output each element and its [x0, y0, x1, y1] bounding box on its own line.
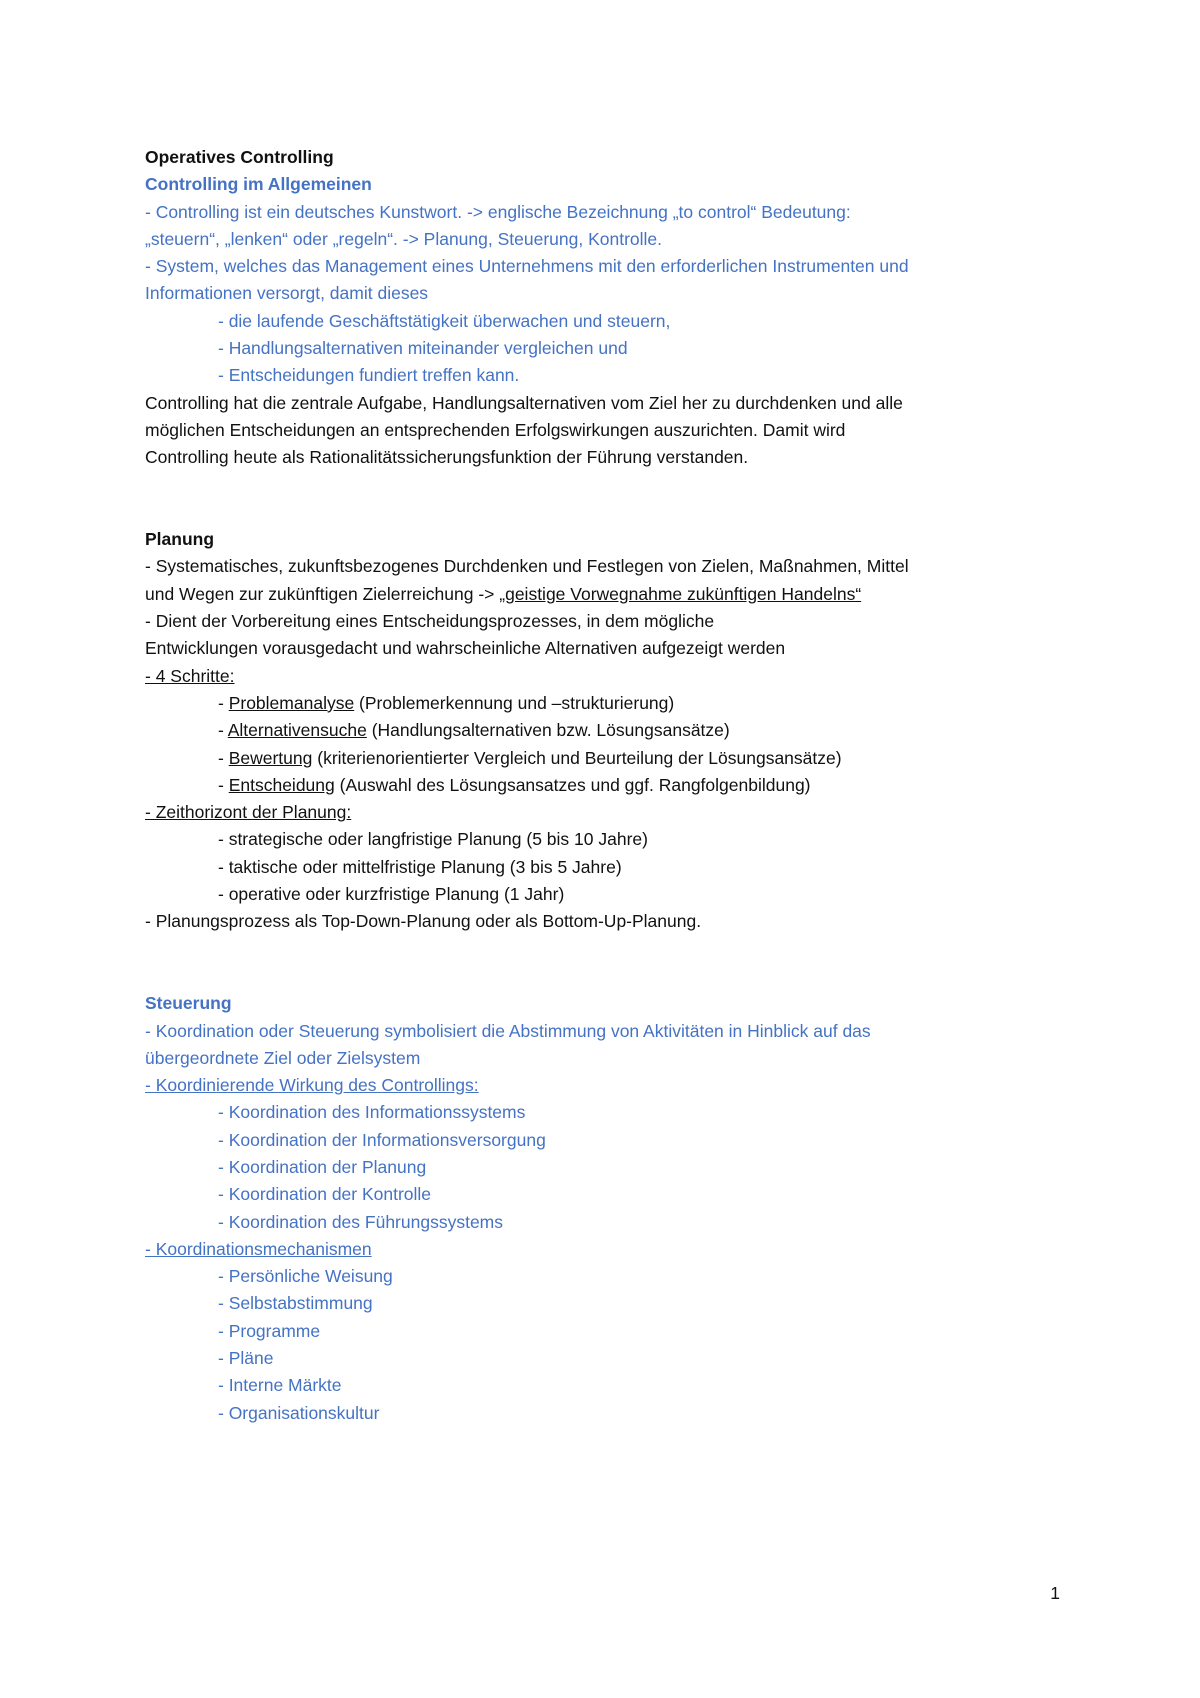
list-item: - operative oder kurzfristige Planung (1 Jahr) — [218, 884, 565, 905]
step-name: Alternativensuche — [227, 720, 367, 741]
step-desc: (kriterienorientierter Vergleich und Beurteilung der Lösungsansätze) — [312, 747, 842, 768]
list-item: - Programme — [218, 1320, 321, 1341]
step-name: Entscheidung — [228, 774, 335, 795]
list-item: - Koordination des Führungssystems — [218, 1211, 503, 1232]
list-item: - Entscheidung (Auswahl des Lösungsansatzes und ggf. Rangfolgenbildung) — [218, 774, 811, 795]
text-line: übergeordnete Ziel oder Zielsystem — [145, 1047, 421, 1068]
list-title: - 4 Schritte: — [145, 665, 235, 686]
text-line: - Planungsprozess als Top-Down-Planung oder als Bottom-Up-Planung. — [145, 911, 702, 932]
list-item: - Koordination der Kontrolle — [218, 1184, 432, 1205]
list-item: - Bewertung (kriterienorientierter Vergleich und Beurteilung der Lösungsansätze) — [218, 747, 842, 768]
list-item: - Koordination der Informationsversorgung — [218, 1129, 546, 1150]
text-line: - Systematisches, zukunftsbezogenes Durchdenken und Festlegen von Zielen, Maßnahmen, Mittel — [145, 556, 909, 577]
list-item: - Entscheidungen fundiert treffen kann. — [218, 365, 520, 386]
step-name: Bewertung — [228, 747, 313, 768]
list-item: - Koordination der Planung — [218, 1156, 427, 1177]
step-desc: (Handlungsalternativen bzw. Lösungsansätze) — [366, 720, 730, 741]
list-title: - Zeithorizont der Planung: — [145, 802, 352, 823]
list-item: - Persönliche Weisung — [218, 1266, 393, 1287]
text-line: Entwicklungen vorausgedacht und wahrscheinliche Alternativen aufgezeigt werden — [145, 638, 786, 659]
text-line: - Controlling ist ein deutsches Kunstwort. -> englische Bezeichnung „to control“ Bedeutung: — [145, 201, 851, 222]
step-desc: (Problemerkennung und –strukturierung) — [354, 692, 675, 713]
text-line: möglichen Entscheidungen an entsprechenden Erfolgswirkungen auszurichten. Damit wird — [145, 419, 846, 440]
text-line: Informationen versorgt, damit dieses — [145, 283, 429, 304]
list-item: - Koordination des Informationssystems — [218, 1102, 526, 1123]
text-line: - Koordination oder Steuerung symbolisiert die Abstimmung von Aktivitäten in Hinblick auf das — [145, 1020, 871, 1041]
section-heading: Steuerung — [145, 993, 232, 1014]
emphasis-text: „geistige Vorwegnahme zukünftigen Handelns“ — [499, 583, 862, 604]
list-item: - Interne Märkte — [218, 1375, 342, 1396]
list-item: - taktische oder mittelfristige Planung (3 bis 5 Jahre) — [218, 856, 622, 877]
page-content — [145, 144, 1045, 1427]
text-line — [145, 581, 1045, 608]
section-heading: Controlling im Allgemeinen — [145, 174, 372, 195]
page-title: Operatives Controlling — [145, 147, 334, 167]
list-item: - die laufende Geschäftstätigkeit überwachen und steuern, — [218, 310, 671, 331]
list-title: - Koordinierende Wirkung des Controllings: — [145, 1075, 479, 1096]
list-item: - strategische oder langfristige Planung (5 bis 10 Jahre) — [218, 829, 648, 850]
list-item: - Organisationskultur — [218, 1402, 380, 1423]
spacer — [145, 472, 1045, 527]
text-line: - System, welches das Management eines Unternehmens mit den erforderlichen Instrumenten und — [145, 256, 909, 277]
step-desc: (Auswahl des Lösungsansatzes und ggf. Rangfolgenbildung) — [334, 774, 811, 795]
text-line: „steuern“, „lenken“ oder „regeln“. -> Planung, Steuerung, Kontrolle. — [145, 228, 663, 249]
text-line: - Dient der Vorbereitung eines Entscheidungsprozesses, in dem mögliche — [145, 611, 715, 632]
page-number: 1 — [1050, 1583, 1060, 1603]
text-line: Controlling heute als Rationalitätssicherungsfunktion der Führung verstanden. — [145, 447, 749, 468]
list-item: - Alternativensuche (Handlungsalternativen bzw. Lösungsansätze) — [218, 720, 730, 741]
text-line: Controlling hat die zentrale Aufgabe, Handlungsalternativen vom Ziel her zu durchdenken und alle — [145, 392, 903, 413]
section-heading: Planung — [145, 529, 215, 550]
list-item: - Handlungsalternativen miteinander vergleichen und — [218, 338, 628, 359]
list-item: - Problemanalyse (Problemerkennung und –strukturierung) — [218, 692, 675, 713]
list-title: - Koordinationsmechanismen — [145, 1238, 372, 1259]
spacer — [145, 936, 1045, 991]
step-name: Problemanalyse — [228, 692, 355, 713]
text-span: und Wegen zur zukünftigen Zielerreichung -> — [145, 583, 500, 604]
list-item: - Pläne — [218, 1348, 274, 1369]
list-item: - Selbstabstimmung — [218, 1293, 373, 1314]
